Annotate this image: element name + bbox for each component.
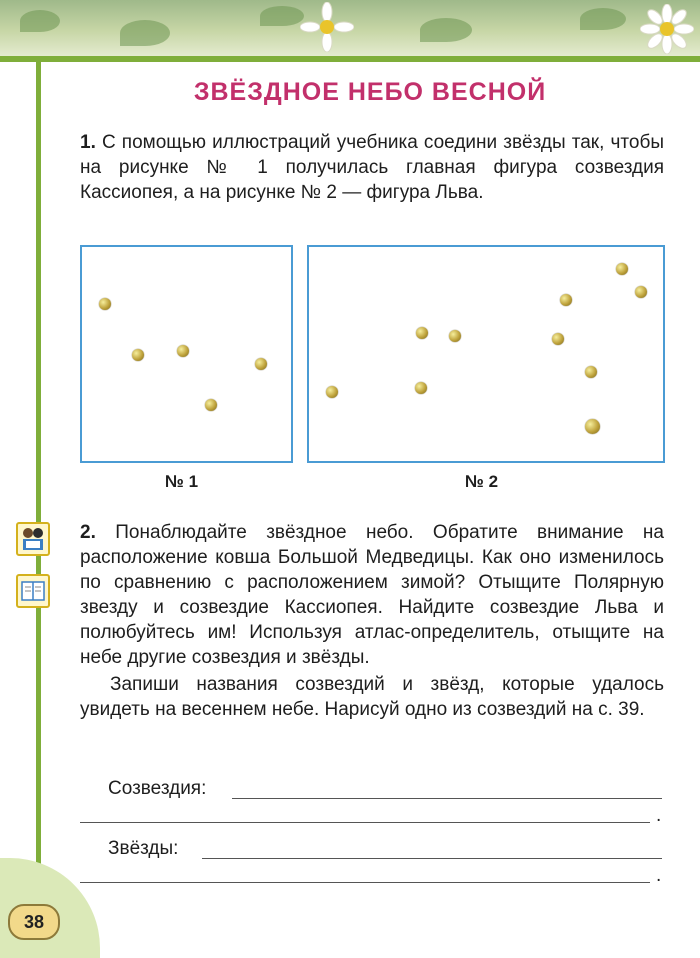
end-dot: . bbox=[656, 805, 662, 826]
page-number: 38 bbox=[8, 904, 60, 940]
star bbox=[416, 327, 428, 339]
star bbox=[205, 399, 217, 411]
figure-1-frame bbox=[80, 245, 293, 463]
children-reading-icon bbox=[16, 522, 50, 556]
figure-2-frame bbox=[307, 245, 665, 463]
task-2-number: 2. bbox=[80, 522, 96, 543]
figure-1-label: № 1 bbox=[165, 472, 199, 491]
task-1-text: С помощью иллюстраций учебника соедини звёзды так, чтобы на рисунке № 1 получилась главная фигура созвездия Кассиопея, а на рисунке № 2 — фигура Льва. bbox=[80, 132, 664, 203]
header-banner bbox=[0, 0, 700, 56]
constellations-input-line[interactable] bbox=[232, 798, 662, 799]
book-icon bbox=[16, 574, 50, 608]
star bbox=[449, 330, 461, 342]
margin-line bbox=[36, 56, 41, 958]
daisy-icon bbox=[640, 4, 694, 54]
star bbox=[585, 419, 600, 434]
task-1-number: 1. bbox=[80, 132, 96, 153]
daisy-icon bbox=[300, 2, 354, 52]
leaf-decoration bbox=[20, 10, 60, 32]
leaf-decoration bbox=[260, 6, 304, 26]
figure-2-label: № 2 bbox=[465, 472, 499, 491]
star bbox=[255, 358, 267, 370]
star bbox=[132, 349, 144, 361]
end-dot: . bbox=[656, 865, 662, 886]
star bbox=[326, 386, 338, 398]
task-1 bbox=[80, 130, 664, 205]
leaf-decoration bbox=[580, 8, 626, 30]
header-stripe bbox=[0, 56, 700, 62]
stars-label: Звёзды: bbox=[108, 838, 179, 859]
task-2-instruction: Запиши названия созвездий и звёзд, которые удалось увидеть на весеннем небе. Нарисуй одно из созвездий на с. 39. bbox=[80, 674, 664, 720]
star bbox=[415, 382, 427, 394]
star bbox=[560, 294, 572, 306]
task-2-text: Понаблюдайте звёздное небо. Обратите внимание на расположение ковша Большой Медведицы. Как оно изменилось по сравнению с расположением зимой? Отыщите Полярную звезду и созвездие Кассиопея. Найдите созвездие Льва и полюбуйтесь им! Используя атлас-определитель, отыщите на небе другие созвездия и звёзды. bbox=[80, 522, 664, 668]
leaf-decoration bbox=[120, 20, 170, 46]
star bbox=[99, 298, 111, 310]
star bbox=[177, 345, 189, 357]
constellations-input-line-2[interactable] bbox=[80, 822, 650, 823]
stars-input-line-2[interactable] bbox=[80, 882, 650, 883]
task-2 bbox=[80, 520, 664, 722]
constellations-label: Созвездия: bbox=[108, 778, 207, 799]
star bbox=[552, 333, 564, 345]
stars-input-line[interactable] bbox=[202, 858, 662, 859]
leaf-decoration bbox=[420, 18, 472, 42]
page-title: ЗВЁЗДНОЕ НЕБО ВЕСНОЙ bbox=[193, 78, 547, 106]
star bbox=[616, 263, 628, 275]
star bbox=[635, 286, 647, 298]
star bbox=[585, 366, 597, 378]
